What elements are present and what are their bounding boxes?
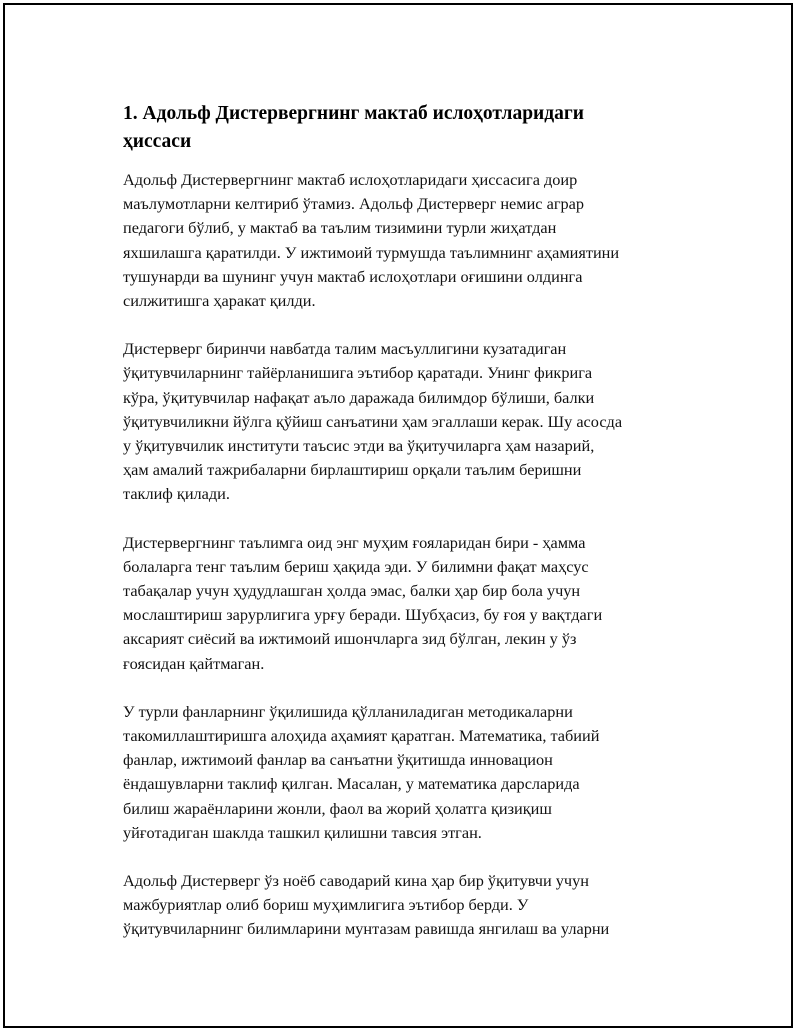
text-line: болаларга тенг таълим бериш ҳақида эди. У билимни фақат маҳсус xyxy=(123,556,589,576)
text-line: табақалар учун ҳудудлашган ҳолда эмас, балки ҳар бир бола учун xyxy=(123,581,581,601)
text-line: Адольф Дистервергнинг мактаб ислоҳотларидаги ҳиссасига доир xyxy=(123,170,578,189)
paragraph xyxy=(123,700,683,845)
text-line: аксарият сиёсий ва ижтимоий ишончларга зид бўлган, лекин у ўз xyxy=(123,629,577,649)
section-heading xyxy=(123,100,683,156)
text-line: ҳам амалий тажрибаларни бирлаштириш орқали таълим беришни xyxy=(123,460,582,480)
heading-line: 1. Адольф Дистервергнинг мактаб ислоҳотларидаги xyxy=(123,103,584,124)
paragraph xyxy=(123,531,683,676)
text-line: ғоясидан қайтмаган. xyxy=(123,653,265,673)
text-line: мажбуриятлар олиб бориш муҳимлигига эътибор берди. У xyxy=(123,895,529,915)
paragraph xyxy=(123,168,683,313)
text-line: Адольф Дистерверг ўз ноёб саводарий кина ҳар бир ўқитувчи учун xyxy=(123,871,589,891)
text-line: маълумотларни келтириб ўтамиз. Адольф Дистерверг немис аграр xyxy=(123,194,585,214)
text-line: такомиллаштиришга алоҳида аҳамият қаратган. Математика, табиий xyxy=(123,726,600,746)
text-line: ёндашувларни таклиф қилган. Масалан, у математика дарсларида xyxy=(123,774,580,794)
text-line: кўра, ўқитувчилар нафақат аъло даражада билимдор бўлиши, балки xyxy=(123,387,595,407)
paragraph xyxy=(123,869,683,942)
text-line: педагоги бўлиб, у мактаб ва таълим тизимини турли жиҳатдан xyxy=(123,218,557,238)
text-line: У турли фанларнинг ўқилишида қўлланиладиган методикаларни xyxy=(123,701,573,721)
text-line: уйғотадиган шаклда ташкил қилишни тавсия этган. xyxy=(123,822,482,842)
text-line: фанлар, ижтимоий фанлар ва санъатни ўқитишда инновацион xyxy=(123,750,553,770)
text-line: ўқитувчиларнинг билимларини мунтазам равишда янгилаш ва уларни xyxy=(123,919,610,939)
document-body xyxy=(123,100,683,966)
text-line: ўқитувчиликни йўлга қўйиш санъатини ҳам эгаллаши керак. Шу асосда xyxy=(123,411,623,431)
paragraph xyxy=(123,337,683,506)
text-line: у ўқитувчилик институти таъсис этди ва ўқитучиларга ҳам назарий, xyxy=(123,436,595,456)
text-line: Дистерверг биринчи навбатда талим масъуллигини кузатадиган xyxy=(123,339,567,359)
text-line: ўқитувчиларнинг тайёрланишига эътибор қаратади. Унинг фикрига xyxy=(123,363,593,383)
text-line: яхшилашга қаратилди. У ижтимоий турмушда таълимнинг аҳамиятини xyxy=(123,242,620,262)
text-line: силжитишга ҳаракат қилди. xyxy=(123,291,316,311)
text-line: Дистервергнинг таълимга оид энг муҳим ғояларидан бири - ҳамма xyxy=(123,532,586,552)
document-page xyxy=(3,3,793,1028)
heading-line: ҳиссаси xyxy=(123,131,192,152)
text-line: таклиф қилади. xyxy=(123,484,230,504)
text-line: мослаштириш зарурлигига урғу беради. Шубҳасиз, бу ғоя у вақтдаги xyxy=(123,605,603,625)
text-line: тушунарди ва шунинг учун мактаб ислоҳотлари оғишини олдинга xyxy=(123,266,583,286)
text-line: билиш жараёнларини жонли, фаол ва жорий ҳолатга қизиқиш xyxy=(123,798,552,818)
